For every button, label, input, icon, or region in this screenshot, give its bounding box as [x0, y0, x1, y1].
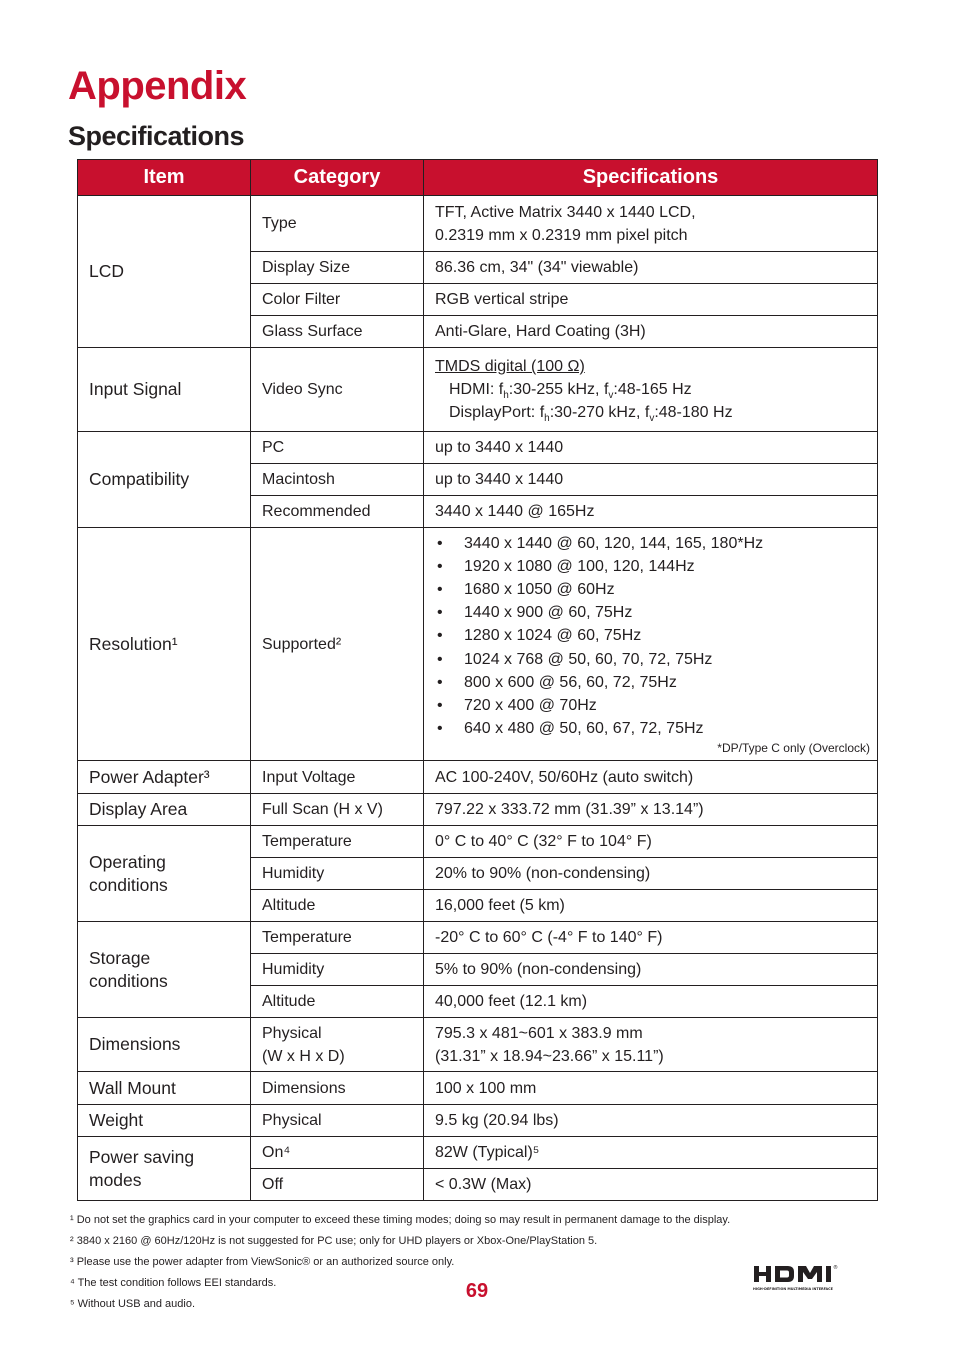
table-row — [78, 1018, 878, 1072]
resolution-list — [435, 532, 866, 740]
table-row — [78, 1137, 878, 1169]
header-item: Item — [78, 160, 251, 196]
power-saving-label-1: Power saving — [89, 1146, 195, 1167]
item-weight: Weight — [78, 1105, 251, 1137]
spec-dimensions — [424, 1018, 878, 1072]
spec-video-sync — [424, 348, 878, 432]
dp-sync-range-v: :48-180 Hz — [654, 404, 733, 421]
spec-storage-temperature: -20° C to 60° C (-4° F to 140° F) — [424, 922, 878, 954]
spec-hdmi-sync — [435, 378, 866, 401]
category-supported: Supported² — [251, 528, 424, 761]
spec-storage-altitude: 40,000 feet (12.1 km) — [424, 986, 878, 1018]
category-glass-surface: Glass Surface — [251, 316, 424, 348]
spec-glass-surface: Anti-Glare, Hard Coating (3H) — [424, 316, 878, 348]
category-full-scan: Full Scan (H x V) — [251, 794, 424, 826]
category-power-off: Off — [251, 1169, 424, 1201]
spec-dp-sync — [435, 401, 866, 424]
list-item: • 640 x 480 @ 50, 60, 67, 72, 75Hz — [435, 717, 866, 740]
category-recommended: Recommended — [251, 496, 424, 528]
dimensions-mm: 795.3 x 481~601 x 383.9 mm — [435, 1024, 643, 1042]
category-storage-altitude: Altitude — [251, 986, 424, 1018]
footnote-5: ⁵ Without USB and audio. — [70, 1298, 196, 1310]
category-display-size: Display Size — [251, 252, 424, 284]
category-physical-dimensions — [251, 1018, 424, 1072]
spec-type — [424, 196, 878, 252]
table-row — [78, 761, 878, 794]
page-number: 69 — [465, 1280, 489, 1302]
hdmi-sync-range-v: :48-165 Hz — [613, 381, 692, 398]
category-pc: PC — [251, 432, 424, 464]
item-power-adapter: Power Adapter³ — [78, 761, 251, 794]
table-row — [78, 528, 878, 761]
spec-type-line-1: TFT, Active Matrix 3440 x 1440 LCD, — [435, 203, 696, 221]
spec-operating-temperature: 0° C to 40° C (32° F to 104° F) — [424, 826, 878, 858]
spec-input-voltage: AC 100-240V, 50/60Hz (auto switch) — [424, 761, 878, 794]
footnote-1: ¹ Do not set the graphics card in your computer to exceed these timing modes; doing so may result in permanent damage to the display. — [70, 1214, 731, 1226]
table-row — [78, 922, 878, 954]
section-title: Specifications — [68, 121, 245, 151]
spec-wall-mount: 100 x 100 mm — [424, 1072, 878, 1105]
dp-sync-label: DisplayPort: f — [449, 404, 545, 421]
footnote-2: ² 3840 x 2160 @ 60Hz/120Hz is not suggested for PC use; only for UHD players or Xbox-One/PlayStation 5. — [70, 1235, 598, 1247]
hdmi-sync-label: HDMI: f — [449, 381, 504, 398]
specifications-table — [77, 159, 878, 1201]
hdmi-tagline: HIGH-DEFINITION MULTIMEDIA INTERFACE — [753, 1287, 833, 1291]
category-macintosh: Macintosh — [251, 464, 424, 496]
overclock-note: *DP/Type C only (Overclock) — [717, 740, 870, 755]
header-specifications: Specifications — [424, 160, 878, 196]
spec-tmds: TMDS digital (100 Ω) — [435, 358, 585, 375]
footnotes — [70, 1210, 730, 1315]
item-display-area: Display Area — [78, 794, 251, 826]
footnote-4: ⁴ The test condition follows EEI standards. — [70, 1277, 277, 1289]
spec-power-on: 82W (Typical)⁵ — [424, 1137, 878, 1169]
item-dimensions: Dimensions — [78, 1018, 251, 1072]
category-storage-temperature: Temperature — [251, 922, 424, 954]
list-item: • 800 x 600 @ 56, 60, 72, 75Hz — [435, 671, 866, 694]
whd-label: (W x H x D) — [262, 1047, 345, 1065]
spec-full-scan: 797.22 x 333.72 mm (31.39” x 13.14”) — [424, 794, 878, 826]
table-row — [78, 1072, 878, 1105]
dp-sync-range-h: :30-270 kHz, f — [549, 404, 650, 421]
category-storage-humidity: Humidity — [251, 954, 424, 986]
category-operating-temperature: Temperature — [251, 826, 424, 858]
category-operating-humidity: Humidity — [251, 858, 424, 890]
spec-weight: 9.5 kg (20.94 lbs) — [424, 1105, 878, 1137]
category-weight-physical: Physical — [251, 1105, 424, 1137]
table-row — [78, 1105, 878, 1137]
table-row — [78, 348, 878, 432]
spec-resolution-modes — [424, 528, 878, 761]
table-row — [78, 196, 878, 252]
list-item: • 1280 x 1024 @ 60, 75Hz — [435, 624, 866, 647]
power-saving-label-2: modes — [89, 1169, 142, 1190]
storage-label-2: conditions — [89, 970, 168, 991]
spec-operating-humidity: 20% to 90% (non-condensing) — [424, 858, 878, 890]
item-resolution: Resolution¹ — [78, 528, 251, 761]
hdmi-registered-mark: ® — [833, 1265, 838, 1271]
dimensions-inch: (31.31” x 18.94~23.66” x 15.11”) — [435, 1047, 664, 1065]
category-operating-altitude: Altitude — [251, 890, 424, 922]
item-input-signal: Input Signal — [78, 348, 251, 432]
page-title: Appendix — [68, 64, 247, 108]
list-item: • 3440 x 1440 @ 60, 120, 144, 165, 180*Hz — [435, 532, 866, 555]
category-video-sync: Video Sync — [251, 348, 424, 432]
item-lcd: LCD — [78, 196, 251, 348]
category-wall-mount-dimensions: Dimensions — [251, 1072, 424, 1105]
list-item: • 1440 x 900 @ 60, 75Hz — [435, 601, 866, 624]
category-type: Type — [251, 196, 424, 252]
item-power-saving-modes — [78, 1137, 251, 1201]
category-color-filter: Color Filter — [251, 284, 424, 316]
table-row — [78, 432, 878, 464]
category-input-voltage: Input Voltage — [251, 761, 424, 794]
hdmi-sub-h: h — [503, 390, 509, 402]
spec-macintosh: up to 3440 x 1440 — [424, 464, 878, 496]
spec-display-size: 86.36 cm, 34" (34" viewable) — [424, 252, 878, 284]
spec-color-filter: RGB vertical stripe — [424, 284, 878, 316]
item-wall-mount: Wall Mount — [78, 1072, 251, 1105]
operating-label-1: Operating — [89, 851, 166, 872]
hdmi-sync-range-h: :30-255 kHz, f — [508, 381, 609, 398]
dp-sub-h: h — [544, 413, 550, 425]
category-power-on: On⁴ — [251, 1137, 424, 1169]
storage-label-1: Storage — [89, 947, 151, 968]
table-row — [78, 794, 878, 826]
table-header-row — [78, 160, 878, 196]
spec-type-line-2: 0.2319 mm x 0.2319 mm pixel pitch — [435, 226, 688, 244]
item-storage-conditions — [78, 922, 251, 1018]
list-item: • 1680 x 1050 @ 60Hz — [435, 578, 866, 601]
list-item: • 720 x 400 @ 70Hz — [435, 694, 866, 717]
spec-pc: up to 3440 x 1440 — [424, 432, 878, 464]
dp-sub-v: v — [649, 413, 655, 425]
physical-label: Physical — [262, 1024, 322, 1042]
item-operating-conditions — [78, 826, 251, 922]
spec-recommended: 3440 x 1440 @ 165Hz — [424, 496, 878, 528]
hdmi-logo-icon — [752, 1262, 862, 1294]
header-category: Category — [251, 160, 424, 196]
spec-operating-altitude: 16,000 feet (5 km) — [424, 890, 878, 922]
list-item: • 1024 x 768 @ 50, 60, 70, 72, 75Hz — [435, 648, 866, 671]
spec-power-off: < 0.3W (Max) — [424, 1169, 878, 1201]
table-row — [78, 826, 878, 858]
hdmi-sub-v: v — [608, 390, 614, 402]
footnote-3: ³ Please use the power adapter from ViewSonic® or an authorized source only. — [70, 1256, 455, 1268]
operating-label-2: conditions — [89, 874, 168, 895]
spec-storage-humidity: 5% to 90% (non-condensing) — [424, 954, 878, 986]
item-compatibility: Compatibility — [78, 432, 251, 528]
list-item: • 1920 x 1080 @ 100, 120, 144Hz — [435, 555, 866, 578]
